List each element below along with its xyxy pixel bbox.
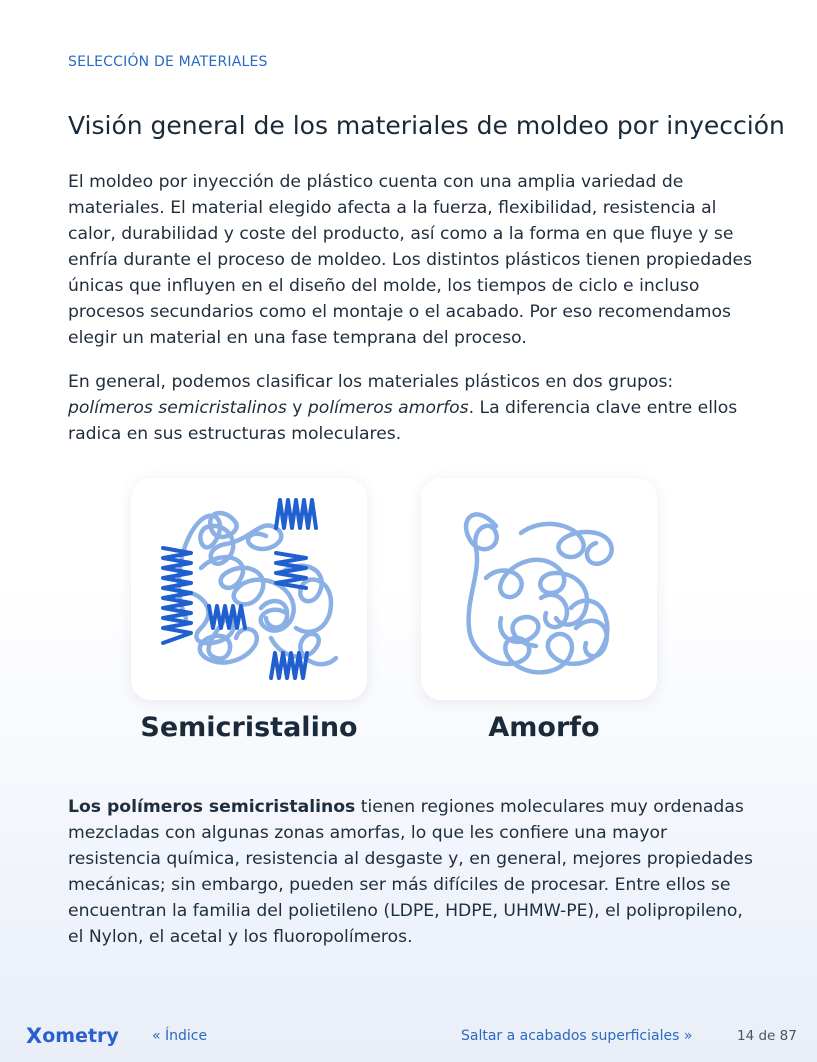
semicrystalline-illustration (131, 478, 367, 700)
classification-tail: . La diferencia clave entre ellos radica en sus estructuras moleculares. (68, 398, 738, 444)
page-number: 14 de 87 (737, 1028, 797, 1044)
index-link[interactable]: « Índice (152, 1028, 208, 1044)
semicrystalline-figure (131, 478, 367, 700)
section-label: SELECCIÓN DE MATERIALES (68, 54, 268, 70)
classification-paragraph (68, 369, 758, 447)
classification-lead: En general, podemos clasificar los materiales plásticos en dos grupos: (68, 372, 674, 392)
term-semicrystalline: polímeros semicristalinos (68, 398, 287, 418)
amorphous-illustration (421, 478, 657, 700)
skip-to-finishes-link[interactable]: Saltar a acabados superficiales » (461, 1028, 693, 1044)
logo-x-mark: X (26, 1024, 43, 1048)
term-amorphous: polímeros amorfos (307, 398, 469, 418)
amorphous-caption: Amorfo (488, 712, 600, 743)
semicrystalline-body: tienen regiones moleculares muy ordenadas mezcladas con algunas zonas amorfas, lo que les confiere una mayor resistencia química, resistencia al desgaste y, en general, mejores propiedades mecánicas; sin embargo, pueden ser más difíciles de procesar. Entre ellos se encuentran la familia del polietileno (LDPE, HDPE, UHMW-PE), el polipropileno, el Nylon, el acetal y los fluoropolímeros. (68, 797, 753, 947)
semicrystalline-caption: Semicristalino (140, 712, 358, 743)
semicrystalline-bold-lead: Los polímeros semicristalinos (68, 797, 356, 817)
xometry-logo[interactable] (26, 1024, 119, 1048)
footer (0, 1020, 817, 1054)
amorphous-figure (421, 478, 657, 700)
page-title: Visión general de los materiales de moldeo por inyección (68, 111, 785, 140)
intro-paragraph: El moldeo por inyección de plástico cuenta con una amplia variedad de materiales. El material elegido afecta a la fuerza, flexibilidad, resistencia al calor, durabilidad y coste del producto, así como a la forma en que fluye y se enfría durante el proceso de moldeo. Los distintos plásticos tienen propiedades únicas que influyen en el diseño del molde, los tiempos de ciclo e incluso procesos secundarios como el montaje o el acabado. Por eso recomendamos elegir un material en una fase temprana del proceso. (68, 172, 753, 348)
classification-and: y (286, 398, 308, 418)
semicrystalline-paragraph (68, 794, 758, 950)
logo-wordmark: ometry (42, 1025, 119, 1047)
